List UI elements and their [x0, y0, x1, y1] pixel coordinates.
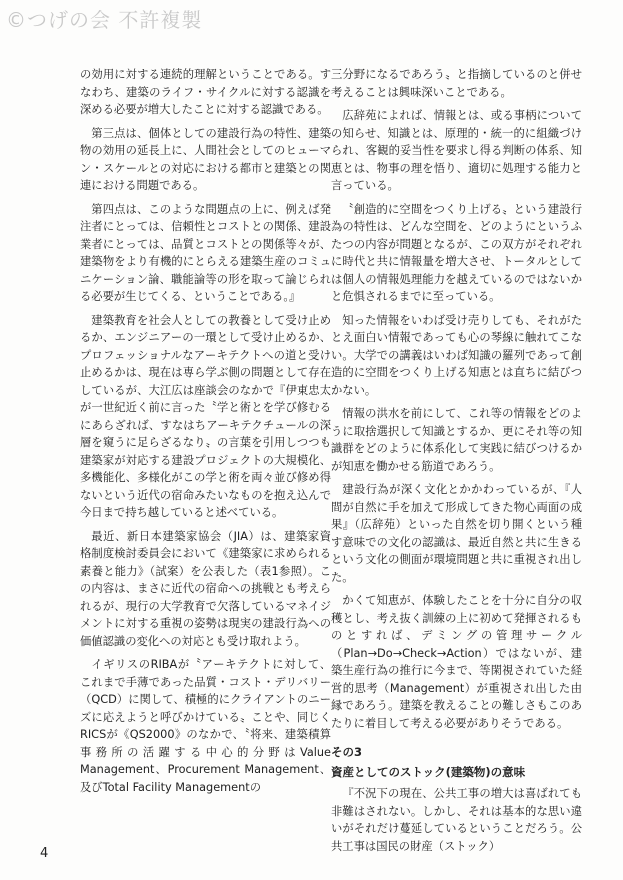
right-column	[331, 66, 582, 861]
section-label: その3	[331, 745, 363, 759]
left-column	[80, 66, 331, 802]
paragraph: 知った情報をいわば受け売りしても、それがたとえ面白い情報であっても心の琴線に触れてこない。大学での講義はいわば知識の羅列であって創造的に空間をつくり上げる知恵とは直ちに結びつかない。	[331, 313, 582, 397]
paragraph: イギリスのRIBAが〝アーキテクトに対して、これまで手薄であった品質・コスト・デリバリー（QCD）に関して、積極的にクライアントのニーズに応えようと呼びかけている〟ことや、同じくRICSが《QS2000》のなかで、〝将来、建築積算事務所の活躍する中心的分野はValue Management、Procurement Management、及びTotal Facility Managementの	[80, 658, 331, 794]
paragraph: 広辞苑によれば、情報とは、或る事柄についての知らせ、知識とは、原理的・統一的に組織づけられ、客観的妥当性を要求し得る判断の体系、知恵とは、物事の理を悟り、適切に処理する能力と言っている。	[331, 109, 582, 192]
paragraph: 第四点は、このような問題点の上に、例えば発注者にとっては、信頼性とコストとの関係、建設業者にとっては、品質とコストとの関係等々が、建築物をより有機的にとらえる建築生産のコミュニケーション論、職能論等の形を取って論じられる必要が生じてくる、ということである。』	[80, 202, 331, 303]
watermark: ©つげの会 不許複製	[6, 8, 203, 32]
paragraph: かくて知恵が、体験したことを十分に自分の収穫とし、考え抜く訓練の上に初めて発揮されるものとすれば、デミングの管理サークル（Plan→Do→Check→Action）ではないが、建築生産行為の推行に今まで、等閑視されていた経営的思考（Management）が重視され出した由縁であろう。建築を教えることの難しさもこのあたりに着目して考える必要がありそうである。	[331, 594, 582, 730]
paragraph: 最近、新日本建築家協会（JIA）は、建築家資格制度検討委員会において《建築家に求められる素養と能力》（試案）を公表した（表1参照）。この内容は、まさに近代の宿命への挑戦とも考えられるが、現行の大学教育で欠落しているマネイジメントに対する重視の姿勢は現実の建設行為への価値認識の変化への対応とも受け取れよう。	[80, 529, 331, 648]
paragraph: 〝創造的に空間をつくり上げる〟という建設行為の特性は、どんな空間を、どのようにというふたつの内容が問題となるが、この双方がそれぞれに時代と共に情報量を増大させ、トータルとしては個人の情報処理能力を越えているのではないかと危惧されるまでに至っている。	[331, 202, 582, 303]
paragraph: の効用に対する連続的理解ということである。すなわち、建築のライフ・サイクルに対する認識を深める必要が増大したことに対する認識である。	[80, 68, 331, 116]
paragraph: 建設行為が深く文化とかかわっているが、『人間が自然に手を加えて形成してきた物心両面の成果』（広辞苑）といった自然を切り開くという種す意味での文化の認識は、最近自然と共に生きるという文化の側面が環境問題と共に重視され出した。	[331, 483, 582, 584]
page-number: 4	[40, 846, 49, 861]
paragraph: 三分野になるであろう〟と指摘しているのと併せ考えることは興味深いことである。	[331, 68, 582, 99]
section-title: 資産としてのストック(建築物)の意味	[331, 764, 526, 779]
paragraph: 第三点は、個体としての建設行為の特性、建築物の効用の延長上に、人間社会としてのヒューマン・スケールとの対応における都市と建築との関連における問題である。	[80, 126, 331, 192]
paragraph: 『不況下の現在、公共工事の増大は喜ばれても非難はされない。しかし、それは基本的な思い違いがそれだけ蔓延しているということだろう。公共工事は国民の財産（ストック）	[331, 787, 582, 853]
paragraph: 建築教育を社会人としての教養として受け止めるか、エンジニアーの一環として受け止めるか、プロフェッショナルなアーキテクトへの道と受け止めるかは、現在は専ら学ぶ側の問題として存在しているが、大江広は座談会のなかで『伊東忠太が一世紀近く前に言った〝学と術とを学び修むるにあらざれば、すなはちアーキテクチュールの深層を窺うに足らざるなり〟の言葉を引用しつつも建築家が対応する建設プロジェクトの大規模化、多機能化、多様化がこの学と術を両々並び修め得ないという近代の宿命みたいなものを抱え込んで今日まで持ち越していると述べている。	[80, 313, 331, 519]
paragraph: 情報の洪水を前にして、これ等の情報をどのように取捨選択して知識とするか、更にそれ等の知識群をどのように体系化して実践に結びつけるかが知恵を働かせる筋道であろう。	[331, 407, 582, 473]
